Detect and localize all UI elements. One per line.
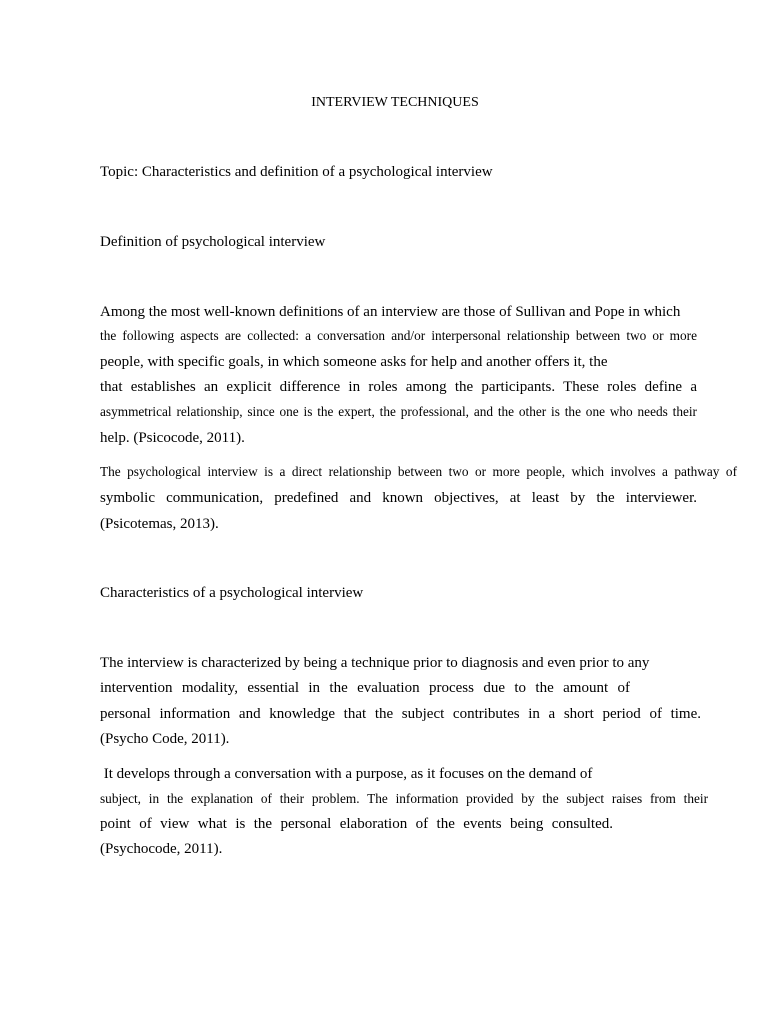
paragraph-line: (Psychocode, 2011).	[100, 841, 223, 857]
paragraph-line: (Psicotemas, 2013).	[100, 516, 219, 532]
paragraph-line: It develops through a conversation with a purpose, as it focuses on the demand of	[100, 766, 593, 782]
definition-heading: Definition of psychological interview	[100, 234, 326, 250]
characteristics-heading: Characteristics of a psychological interview	[100, 585, 364, 601]
paragraph-line: people, with specific goals, in which someone asks for help and another offers it, the	[100, 354, 608, 370]
paragraph-line: asymmetrical relationship, since one is the expert, the professional, and the other is the one who needs their	[100, 404, 697, 419]
topic-line: Topic: Characteristics and definition of a psychological interview	[100, 164, 493, 180]
paragraph-line: The interview is characterized by being a technique prior to diagnosis and even prior to any	[100, 655, 650, 671]
paragraph-line: the following aspects are collected: a conversation and/or interpersonal relationship between two or more	[100, 328, 697, 343]
paragraph-line: personal information and knowledge that the subject contributes in a short period of time.	[100, 706, 701, 722]
paragraph-line: help. (Psicocode, 2011).	[100, 430, 245, 446]
paragraph-line: point of view what is the personal elaboration of the events being consulted.	[100, 816, 613, 832]
paragraph-line: The psychological interview is a direct relationship between two or more people, which involves a pathway of	[100, 464, 737, 479]
paragraph-line: Among the most well-known definitions of an interview are those of Sullivan and Pope in which	[100, 304, 681, 320]
paragraph-line: (Psycho Code, 2011).	[100, 731, 230, 747]
paragraph-line: subject, in the explanation of their problem. The information provided by the subject raises from their	[100, 791, 708, 806]
document-title: INTERVIEW TECHNIQUES	[311, 95, 479, 110]
paragraph-line: symbolic communication, predefined and known objectives, at least by the interviewer.	[100, 490, 697, 506]
paragraph-line: intervention modality, essential in the evaluation process due to the amount of	[100, 680, 630, 696]
paragraph-line: that establishes an explicit difference in roles among the participants. These roles define a	[100, 379, 697, 395]
